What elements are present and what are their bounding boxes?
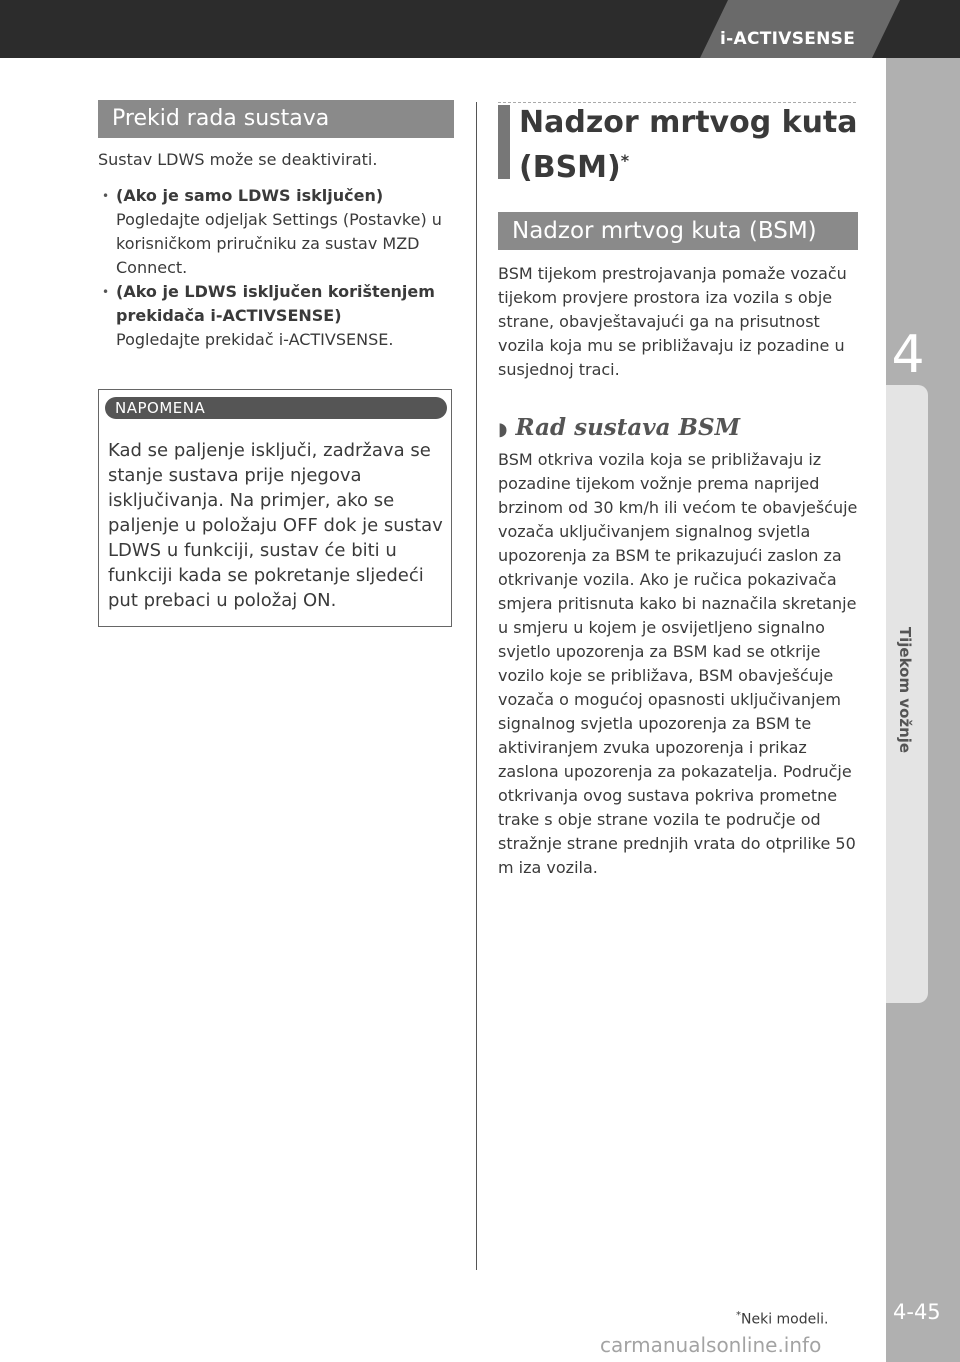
bullet-icon: • bbox=[102, 189, 110, 203]
footnote-marker: * bbox=[620, 151, 630, 170]
bullet-body: Pogledajte odjeljak Settings (Postavke) u korisničkom priručniku za sustav MZD Connect. bbox=[116, 210, 442, 277]
dotted-rule bbox=[498, 102, 856, 103]
chapter-title-text: Nadzor mrtvog kuta (BSM) bbox=[519, 105, 858, 185]
bullet-body: Pogledajte prekidač i-ACTIVSENSE. bbox=[116, 330, 394, 349]
chapter-title bbox=[519, 104, 859, 187]
note-box bbox=[98, 389, 452, 627]
section-label: i-ACTIVSENSE bbox=[720, 29, 856, 49]
watermark: carmanualsonline.info bbox=[600, 1333, 822, 1357]
footnote-text: Neki modeli. bbox=[741, 1311, 829, 1328]
rad-sustava-heading-text: Rad sustava BSM bbox=[515, 414, 741, 441]
rad-sustava-heading bbox=[498, 414, 740, 441]
subsection-heading: Nadzor mrtvog kuta (BSM) bbox=[498, 212, 858, 250]
bullet-icon: • bbox=[102, 285, 110, 299]
section-heading: Prekid rada sustava bbox=[98, 100, 454, 138]
footnote-marker: * bbox=[736, 1310, 741, 1321]
arrow-icon: ◗ bbox=[498, 419, 508, 440]
chapter-number: 4 bbox=[891, 325, 925, 385]
list-item bbox=[102, 280, 454, 352]
footnote bbox=[736, 1310, 828, 1328]
page-number: 4-45 bbox=[893, 1300, 941, 1324]
bullet-title: (Ako je samo LDWS isključen) bbox=[116, 186, 384, 205]
bullet-list bbox=[98, 184, 454, 352]
subsection-heading-wrap bbox=[498, 212, 858, 250]
title-accent-bar bbox=[498, 105, 510, 179]
column-divider bbox=[476, 102, 477, 1270]
chapter-label: Tijekom vožnje bbox=[896, 626, 914, 754]
note-text: Kad se paljenje isključi, zadržava se stanje sustava prije njegova isključivanja. Na primjer, ako se paljenje u položaju OFF dok je sustav LDWS u funkciji, sustav će biti u funkciji kada se pokretanje sljedeći put prebaci u položaj ON. bbox=[108, 440, 443, 611]
bullet-title: (Ako je LDWS isključen korištenjem prekidača i-ACTIVSENSE) bbox=[116, 282, 435, 325]
list-item bbox=[102, 184, 454, 280]
intro-text: Sustav LDWS može se deaktivirati. bbox=[98, 150, 378, 169]
bsm-body: BSM otkriva vozila koja se približavaju iz pozadine tijekom vožnje prema naprijed brzinom od 30 km/h ili većom te obavješćuje vozača uključivanjem signalnog svjetla upozorenja za BSM te prikazujući zaslon za otkrivanje vozila. Ako je ručica pokazivača smjera pritisnuta kako bi naznačila skretanje u smjeru u kojem je osvijetljeno signalno svjetlo upozorenja za BSM kad se otkrije vozilo koje se približava, BSM obavješćuje vozača o mogućoj opasnosti uključivanjem signalnog svjetla upozorenja za BSM te aktiviranjem zvuka upozorenja i prikaz zaslona upozorenja za pokazatelja. Područje otkrivanja ovog sustava pokriva prometne trake s obje strane vozila te područje od stražnje strane prednjih vrata do otprilike 50 m iza vozila. bbox=[498, 450, 858, 877]
note-label: NAPOMENA bbox=[105, 397, 447, 419]
bsm-intro: BSM tijekom prestrojavanja pomaže vozaču tijekom provjere prostora iza vozila s obje strane, obavještavajući ga na prisutnost vozila koja mu se približavaju iz pozadine u susjednoj traci. bbox=[498, 264, 847, 379]
left-column bbox=[98, 100, 454, 352]
